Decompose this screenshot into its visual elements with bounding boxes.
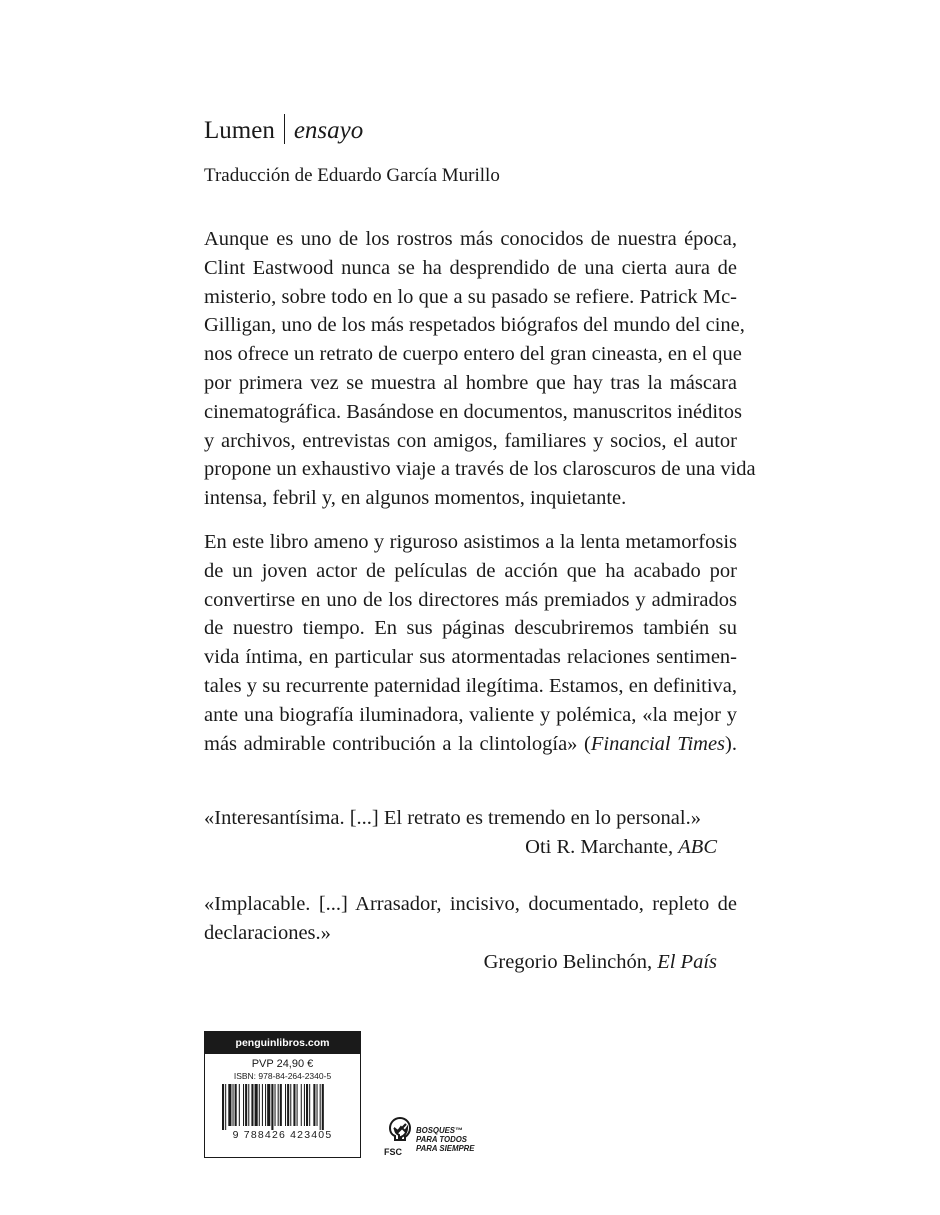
barcode-bar	[309, 1084, 310, 1126]
text-line: de nuestro tiempo. En sus páginas descubriremos también su	[204, 617, 737, 640]
barcode-bar	[296, 1084, 297, 1126]
barcode-bar	[306, 1084, 308, 1126]
barcode-bar	[261, 1084, 262, 1126]
quote-author: Oti R. Marchante,	[525, 835, 674, 858]
barcode-bar	[254, 1084, 257, 1126]
fsc-slogan	[416, 1126, 474, 1153]
text-line-final	[204, 730, 737, 759]
barcode-label	[204, 1031, 361, 1158]
quote-source: El País	[657, 950, 717, 973]
barcode-bar	[245, 1084, 247, 1126]
fsc-slogan-line: PARA TODOS	[416, 1135, 467, 1144]
barcode-digits: 9 788426 423405	[232, 1129, 333, 1141]
synopsis-paragraph-1	[204, 225, 756, 513]
barcode-bar	[265, 1084, 266, 1126]
fsc-label: FSC	[384, 1147, 402, 1157]
cited-source: Financial Times	[590, 732, 726, 755]
barcode-bar	[293, 1084, 295, 1126]
barcode-bar	[287, 1084, 289, 1126]
text-line: por primera vez se muestra al hombre que hay tras la máscara	[204, 371, 737, 394]
barcode-bar	[238, 1084, 239, 1126]
text-line: vida íntima, en particular sus atormentadas relaciones sentimen-	[204, 646, 737, 669]
barcode-bar	[274, 1084, 275, 1126]
barcode-bar	[267, 1084, 270, 1126]
quote-attribution	[204, 948, 737, 977]
quote-source: ABC	[678, 835, 717, 858]
text-segment: más admirable contribución a la clintología» (	[204, 732, 591, 755]
barcode-bar	[232, 1084, 233, 1126]
barcode-bar	[277, 1084, 278, 1126]
barcode-bar	[271, 1084, 273, 1130]
barcode-bar	[234, 1084, 236, 1126]
barcode-bar	[321, 1084, 323, 1130]
text-line: nos ofrece un retrato de cuerpo entero del gran cineasta, en el que	[204, 343, 742, 366]
text-line: intensa, febril y, en algunos momentos, inquietante.	[204, 487, 627, 510]
barcode-bar	[258, 1084, 259, 1126]
quote-attribution	[204, 833, 737, 862]
translator-credit: Traducción de Eduardo García Murillo	[204, 165, 500, 186]
barcode-image	[218, 1084, 348, 1130]
review-quote-2	[204, 890, 737, 976]
barcode-bar	[279, 1084, 281, 1126]
barcode-bar	[316, 1084, 317, 1126]
tree-check-icon	[386, 1116, 414, 1148]
quote-text: declaraciones.»	[204, 921, 331, 944]
barcode-bar	[313, 1084, 315, 1126]
text-line: Aunque es uno de los rostros más conocidos de nuestra época,	[204, 228, 737, 250]
text-line: Clint Eastwood nunca se ha desprendido de una cierta aura de	[204, 256, 737, 279]
quote-author: Gregorio Belinchón,	[483, 950, 653, 973]
text-line: Gilligan, uno de los más respetados biógrafos del mundo del cine,	[204, 314, 745, 337]
barcode-bar	[243, 1084, 244, 1126]
text-segment: ).	[725, 732, 737, 755]
barcode-bar	[248, 1084, 249, 1126]
text-line: de un joven actor de películas de acción que ha acabado por	[204, 559, 737, 582]
barcode-bar	[251, 1084, 253, 1126]
fsc-slogan-line: PARA SIEMPRE	[416, 1144, 475, 1153]
text-line: ante una biografía iluminadora, valiente y polémica, «la mejor y	[204, 703, 737, 726]
barcode-bar	[222, 1084, 224, 1130]
barcode-bar	[290, 1084, 291, 1126]
barcode-bar	[300, 1084, 301, 1126]
publisher-website: penguinlibros.com	[205, 1032, 360, 1054]
imprint	[204, 114, 363, 148]
publisher-name: Lumen	[204, 117, 275, 144]
price: PVP 24,90 €	[251, 1058, 314, 1070]
barcode-bar	[285, 1084, 286, 1126]
fsc-logo	[384, 1116, 494, 1160]
barcode-bar	[225, 1084, 226, 1130]
collection-name: ensayo	[293, 117, 364, 144]
barcode-bar	[303, 1084, 304, 1126]
text-line: misterio, sobre todo en lo que a su pasado se refiere. Patrick Mc-	[204, 285, 737, 308]
text-line: y archivos, entrevistas con amigos, familiares y socios, el autor	[204, 429, 737, 452]
quote-text: «Interesantísima. [...] El retrato es tremendo en lo personal.»	[204, 807, 701, 829]
barcode-bar	[319, 1084, 320, 1130]
fsc-slogan-line: BOSQUES™	[416, 1126, 463, 1135]
text-line: tales y su recurrente paternidad ilegítima. Estamos, en definitiva,	[204, 674, 737, 697]
barcode-bar	[228, 1084, 231, 1126]
text-line: convertirse en uno de los directores más premiados y admirados	[204, 588, 737, 611]
quote-text: «Implacable. [...] Arrasador, incisivo, documentado, repleto de	[204, 893, 737, 915]
synopsis-paragraph-2	[204, 528, 737, 758]
text-line: propone un exhaustivo viaje a través de los claroscuros de una vida	[204, 458, 756, 481]
isbn: ISBN: 978-84-264-2340-5	[233, 1071, 332, 1081]
text-line: En este libro ameno y riguroso asistimos a la lenta metamorfosis	[204, 531, 737, 553]
imprint-divider	[284, 114, 285, 144]
text-line: cinematográfica. Basándose en documentos, manuscritos inéditos	[204, 400, 742, 423]
review-quote-1	[204, 804, 737, 862]
